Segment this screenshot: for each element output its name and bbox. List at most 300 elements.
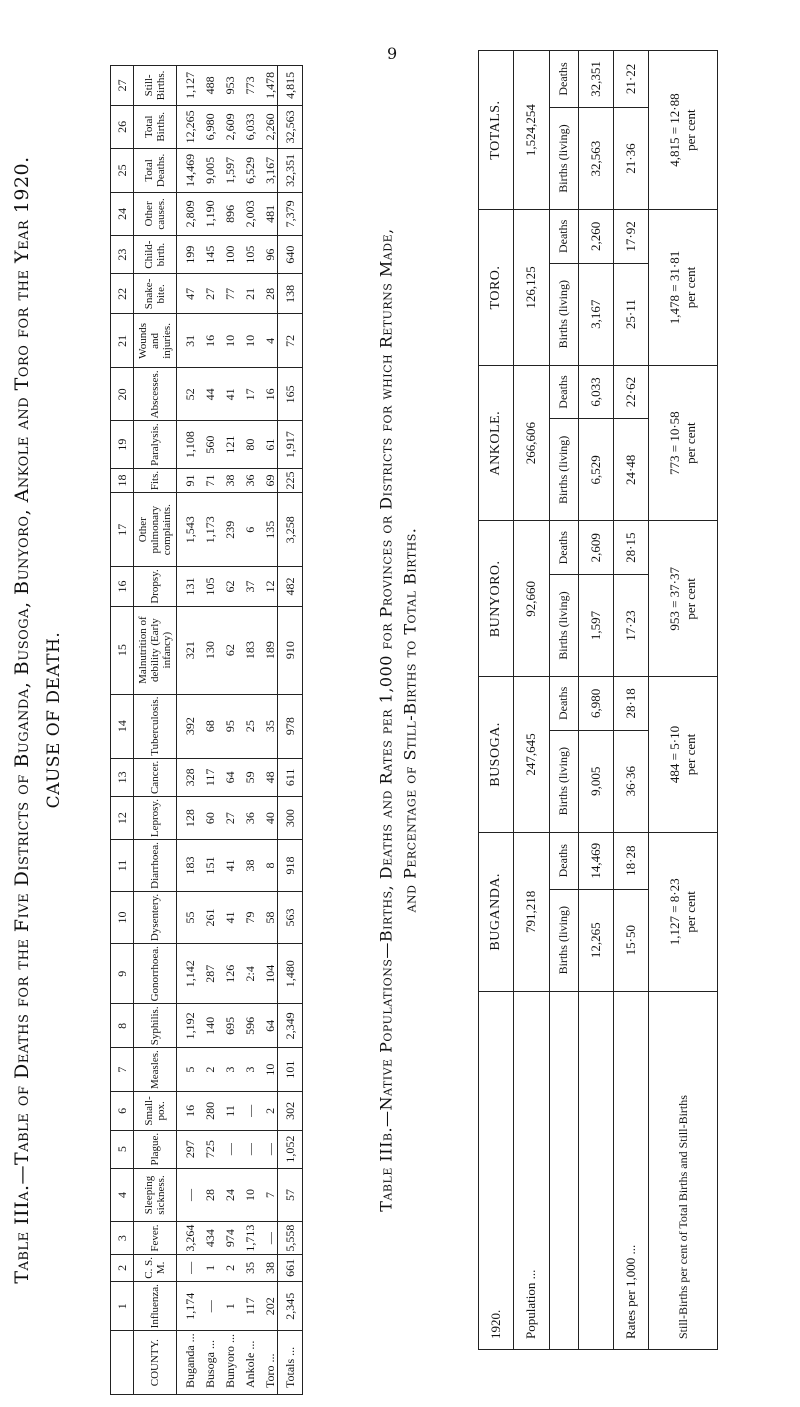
table-cell: 725 [197, 1130, 217, 1168]
total-cell: 3,258 [278, 493, 303, 567]
deaths-header: Deaths [549, 521, 578, 574]
deaths-value: 2,609 [578, 521, 613, 574]
total-cell: 918 [278, 840, 303, 892]
table-a-title: Table IIIa.—Table of Deaths for the Five Districts of Buganda, Busoga, Bunyoro, Ankole and Toro for the Year 1920. [11, 156, 33, 1284]
district-name: ANKOLE. [479, 365, 514, 521]
table-cell: 37 [237, 567, 257, 606]
table-cell: 24 [217, 1168, 237, 1222]
birth-rate-value: 36·36 [614, 730, 649, 832]
table-cell: — [217, 1130, 237, 1168]
column-header: Still-Births. [134, 66, 177, 106]
births-value: 9,005 [578, 730, 613, 832]
total-cell: 2,349 [278, 1004, 303, 1048]
totals-label: Totals ... [278, 1331, 303, 1395]
table-cell: 239 [217, 493, 237, 567]
table-cell: 199 [177, 235, 198, 274]
table-cell: 64 [257, 1004, 278, 1048]
table-cell: 2:4 [237, 944, 257, 1004]
table-cell: 974 [217, 1222, 237, 1254]
table-cell: 1,174 [177, 1282, 198, 1331]
column-number: 1 [111, 1282, 134, 1331]
subheader-row [549, 51, 578, 1350]
column-header: Total Births. [134, 105, 177, 148]
table-cell: 47 [177, 274, 198, 314]
blank-cell [111, 1331, 134, 1395]
population-value: 92,660 [514, 521, 549, 677]
stillbirths-cell [649, 832, 718, 991]
column-header: Gonorrhoea. [134, 944, 177, 1004]
total-cell: 101 [278, 1048, 303, 1092]
table-cell: 80 [237, 421, 257, 468]
death-rate-value: 18·28 [614, 832, 649, 889]
table-cell: 9,005 [197, 148, 217, 192]
births-header: Births (living) [549, 730, 578, 832]
table-b-title: Table IIIb.—Native Populations—Births, Deaths and Rates per 1,000 for Provinces or Districts for which Returns Made, [376, 228, 396, 1212]
table-cell: 130 [197, 606, 217, 694]
district-name: BUNYORO. [479, 521, 514, 677]
column-header: Fits. [134, 468, 177, 492]
total-cell: 165 [278, 368, 303, 421]
stillbirths-cell [649, 365, 718, 521]
table-cell: 328 [177, 758, 198, 796]
column-header: Diarrhoea. [134, 840, 177, 892]
table-cell: 183 [177, 840, 198, 892]
death-rate-value: 22·62 [614, 365, 649, 418]
column-header: Tuberculosis. [134, 694, 177, 758]
table-cell: 17 [237, 368, 257, 421]
birth-rate-value: 25·11 [614, 263, 649, 365]
table-cell: 773 [237, 66, 257, 106]
table-cell: 6,529 [237, 148, 257, 192]
table-row [197, 66, 217, 1395]
blank-cell [578, 991, 613, 1349]
table-cell: 183 [237, 606, 257, 694]
table-cell: 1,108 [177, 421, 198, 468]
stillbirths-cell [649, 210, 718, 366]
table-cell: 48 [257, 758, 278, 796]
table-cell: 96 [257, 235, 278, 274]
column-number: 6 [111, 1092, 134, 1131]
county-name: Ankole ... [237, 1331, 257, 1395]
table-cell: — [177, 1254, 198, 1281]
stillbirths-value: 953 = 37·37 [667, 566, 683, 631]
table-cell: 38 [257, 1254, 278, 1281]
total-cell: 611 [278, 758, 303, 796]
table-cell: 7 [257, 1168, 278, 1222]
table-cell: 28 [257, 274, 278, 314]
column-number: 21 [111, 314, 134, 368]
table-cell: 10 [237, 1168, 257, 1222]
population-value: 1,524,254 [514, 51, 549, 210]
table-cell: 135 [257, 493, 278, 567]
stillbirths-value: 1,478 = 31·81 [667, 250, 683, 325]
column-header: Malnutrition of debility (Early infancy) [134, 606, 177, 694]
per-cent-label: per cent [683, 422, 699, 464]
column-number: 9 [111, 944, 134, 1004]
county-name: Buganda ... [177, 1331, 198, 1395]
column-number: 10 [111, 891, 134, 943]
column-header: Syphilis. [134, 1004, 177, 1048]
table-cell: 14,469 [177, 148, 198, 192]
table-cell: 3 [237, 1048, 257, 1092]
total-cell: 482 [278, 567, 303, 606]
column-number: 17 [111, 493, 134, 567]
death-rate-value: 17·92 [614, 210, 649, 263]
table-row [257, 66, 278, 1395]
table-cell: 16 [257, 368, 278, 421]
table-row [237, 66, 257, 1395]
table-cell: 60 [197, 797, 217, 840]
stillbirths-value: 773 = 10·58 [667, 411, 683, 475]
births-header: Births (living) [549, 263, 578, 365]
deaths-value: 2,260 [578, 210, 613, 263]
deaths-value: 6,033 [578, 365, 613, 418]
table-cell: — [237, 1092, 257, 1131]
table-cell: 105 [237, 235, 257, 274]
blank-cell [549, 991, 578, 1349]
table-row [217, 66, 237, 1395]
table-cell: 1 [217, 1282, 237, 1331]
table-cell: 69 [257, 468, 278, 492]
table-cell: 2,003 [237, 192, 257, 235]
births-header: Births (living) [549, 574, 578, 676]
population-value: 266,606 [514, 365, 549, 521]
table-cell: 596 [237, 1004, 257, 1048]
deaths-table-container [110, 65, 297, 1395]
births-value: 6,529 [578, 419, 613, 521]
table-cell: 145 [197, 235, 217, 274]
table-cell: 35 [257, 694, 278, 758]
table-b-subtitle: and Percentage of Still-Births to Total Births. [400, 527, 420, 913]
rates-table-container [478, 50, 718, 1350]
table-row [177, 66, 198, 1395]
table-cell: 59 [237, 758, 257, 796]
table-cell: 261 [197, 891, 217, 943]
population-value: 126,125 [514, 210, 549, 366]
column-number: 15 [111, 606, 134, 694]
column-number: 25 [111, 148, 134, 192]
table-cell: 297 [177, 1130, 198, 1168]
column-header: Dysentery. [134, 891, 177, 943]
birth-rate-value: 24·48 [614, 419, 649, 521]
column-number: 26 [111, 105, 134, 148]
counts-row [578, 51, 613, 1350]
table-cell: 62 [217, 567, 237, 606]
per-cent-label: per cent [683, 109, 699, 151]
column-header: Leprosy. [134, 797, 177, 840]
table-cell: 1,142 [177, 944, 198, 1004]
table-cell: — [177, 1168, 198, 1222]
table-cell: 280 [197, 1092, 217, 1131]
column-number: 8 [111, 1004, 134, 1048]
birth-rate-value: 17·23 [614, 574, 649, 676]
column-number: 20 [111, 368, 134, 421]
column-header: Wounds and injuries. [134, 314, 177, 368]
table-cell: 151 [197, 840, 217, 892]
county-name: Toro ... [257, 1331, 278, 1395]
table-cell: 16 [177, 1092, 198, 1131]
deaths-header: Deaths [549, 365, 578, 418]
column-number: 5 [111, 1130, 134, 1168]
table-cell: 117 [237, 1282, 257, 1331]
total-cell: 1,480 [278, 944, 303, 1004]
table-cell: 21 [237, 274, 257, 314]
table-cell: 10 [237, 314, 257, 368]
year-label: 1920. [479, 991, 514, 1349]
table-cell: 202 [257, 1282, 278, 1331]
deaths-value: 6,980 [578, 677, 613, 730]
total-cell: 302 [278, 1092, 303, 1131]
table-cell: 71 [197, 468, 217, 492]
deaths-header: Deaths [549, 677, 578, 730]
death-rate-value: 28·18 [614, 677, 649, 730]
rates-label: Rates per 1,000 ... [614, 991, 649, 1349]
births-value: 1,597 [578, 574, 613, 676]
table-cell: 77 [217, 274, 237, 314]
per-cent-label: per cent [683, 891, 699, 933]
births-value: 12,265 [578, 889, 613, 991]
column-number: 4 [111, 1168, 134, 1222]
table-cell: 131 [177, 567, 198, 606]
total-cell: 57 [278, 1168, 303, 1222]
district-row [479, 51, 514, 1350]
table-cell: 3,264 [177, 1222, 198, 1254]
column-number: 11 [111, 840, 134, 892]
deaths-header: Deaths [549, 210, 578, 263]
column-header: C. S. M. [134, 1254, 177, 1281]
deaths-table [110, 65, 303, 1395]
column-header: Sleeping sickness. [134, 1168, 177, 1222]
table-cell: 11 [217, 1092, 237, 1131]
table-cell: 64 [217, 758, 237, 796]
table-cell: 12 [257, 567, 278, 606]
total-cell: 72 [278, 314, 303, 368]
table-cell: 1,127 [177, 66, 198, 106]
table-cell: — [197, 1282, 217, 1331]
table-cell: 41 [217, 840, 237, 892]
table-cell: 95 [217, 694, 237, 758]
table-cell: 3 [217, 1048, 237, 1092]
column-number: 2 [111, 1254, 134, 1281]
table-cell: 41 [217, 368, 237, 421]
table-cell: 481 [257, 192, 278, 235]
table-cell: — [237, 1130, 257, 1168]
column-number: 14 [111, 694, 134, 758]
table-cell: 896 [217, 192, 237, 235]
table-cell: 1,543 [177, 493, 198, 567]
table-cell: 28 [197, 1168, 217, 1222]
total-cell: 2,345 [278, 1282, 303, 1331]
per-cent-label: per cent [683, 266, 699, 309]
total-cell: 661 [278, 1254, 303, 1281]
table-cell: 117 [197, 758, 217, 796]
table-cell: 58 [257, 891, 278, 943]
birth-rate-value: 21·36 [614, 107, 649, 209]
table-cell: 100 [217, 235, 237, 274]
table-cell: 2,260 [257, 105, 278, 148]
table-cell: 105 [197, 567, 217, 606]
column-header: Fever. [134, 1222, 177, 1254]
table-cell: 434 [197, 1222, 217, 1254]
table-cell: 6 [237, 493, 257, 567]
column-header-row [134, 66, 177, 1395]
total-cell: 563 [278, 891, 303, 943]
stillbirths-cell [649, 51, 718, 210]
total-cell: 978 [278, 694, 303, 758]
table-cell: 62 [217, 606, 237, 694]
table-cell: 321 [177, 606, 198, 694]
table-cell: 392 [177, 694, 198, 758]
table-cell: 1,190 [197, 192, 217, 235]
table-cell: 287 [197, 944, 217, 1004]
births-value: 3,167 [578, 263, 613, 365]
table-a-subtitle: CAUSE OF DEATH. [44, 631, 64, 809]
table-cell: 36 [237, 797, 257, 840]
total-cell: 4,815 [278, 66, 303, 106]
table-cell: 1,597 [217, 148, 237, 192]
total-cell: 1,917 [278, 421, 303, 468]
table-cell: 121 [217, 421, 237, 468]
table-cell: 38 [217, 468, 237, 492]
table-cell: 695 [217, 1004, 237, 1048]
births-header: Births (living) [549, 419, 578, 521]
column-number: 13 [111, 758, 134, 796]
column-header: Plague. [134, 1130, 177, 1168]
table-cell: 6,980 [197, 105, 217, 148]
column-header: Abscesses. [134, 368, 177, 421]
total-cell: 300 [278, 797, 303, 840]
stillbirths-value: 1,127 = 8·23 [667, 878, 683, 946]
column-header: Small-pox. [134, 1092, 177, 1131]
district-name: TORO. [479, 210, 514, 366]
totals-row [278, 66, 303, 1395]
table-cell: 38 [237, 840, 257, 892]
table-cell: 1,478 [257, 66, 278, 106]
column-number: 18 [111, 468, 134, 492]
total-cell: 5,558 [278, 1222, 303, 1254]
stillbirths-cell [649, 521, 718, 677]
stillbirths-value: 4,815 = 12·88 [667, 93, 683, 167]
death-rate-value: 21·22 [614, 51, 649, 108]
table-cell: 953 [217, 66, 237, 106]
table-cell: — [257, 1130, 278, 1168]
table-cell: 2 [257, 1092, 278, 1131]
district-name: BUGANDA. [479, 832, 514, 991]
table-cell: 91 [177, 468, 198, 492]
column-header: Other causes. [134, 192, 177, 235]
table-cell: 10 [257, 1048, 278, 1092]
column-number: 27 [111, 66, 134, 106]
column-header: Snake-bite. [134, 274, 177, 314]
table-cell: 3,167 [257, 148, 278, 192]
table-cell: 2 [197, 1048, 217, 1092]
table-cell: 44 [197, 368, 217, 421]
table-cell: 2 [217, 1254, 237, 1281]
table-cell: 36 [237, 468, 257, 492]
stillbirths-value: 484 = 5·10 [667, 725, 683, 784]
table-cell: 41 [217, 891, 237, 943]
table-cell: 189 [257, 606, 278, 694]
deaths-value: 14,469 [578, 832, 613, 889]
deaths-value: 32,351 [578, 51, 613, 108]
table-cell: 560 [197, 421, 217, 468]
births-header: Births (living) [549, 889, 578, 991]
per-cent-label: per cent [683, 733, 699, 776]
table-cell: 1,713 [237, 1222, 257, 1254]
births-value: 32,563 [578, 107, 613, 209]
table-cell: 5 [177, 1048, 198, 1092]
column-header: Paralysis. [134, 421, 177, 468]
deaths-header: Deaths [549, 832, 578, 889]
table-cell: 35 [237, 1254, 257, 1281]
column-header: Child-birth. [134, 235, 177, 274]
table-cell: 12,265 [177, 105, 198, 148]
county-header: COUNTY. [134, 1331, 177, 1395]
table-cell: 126 [217, 944, 237, 1004]
table-cell: 104 [257, 944, 278, 1004]
stillbirths-row [649, 51, 718, 1350]
table-cell: 10 [217, 314, 237, 368]
table-cell: 16 [197, 314, 217, 368]
death-rate-value: 28·15 [614, 521, 649, 574]
column-number: 3 [111, 1222, 134, 1254]
district-name: BUSOGA. [479, 677, 514, 833]
table-cell: 128 [177, 797, 198, 840]
table-cell: 25 [237, 694, 257, 758]
stillbirths-cell [649, 677, 718, 833]
column-number: 12 [111, 797, 134, 840]
column-number: 16 [111, 567, 134, 606]
birth-rate-value: 15·50 [614, 889, 649, 991]
total-cell: 32,351 [278, 148, 303, 192]
rates-table [478, 50, 718, 1350]
total-cell: 7,379 [278, 192, 303, 235]
page-number: 9 [387, 44, 398, 63]
deaths-header: Deaths [549, 51, 578, 108]
county-name: Busoga ... [197, 1331, 217, 1395]
table-cell: 79 [237, 891, 257, 943]
table-cell: 488 [197, 66, 217, 106]
column-number: 24 [111, 192, 134, 235]
column-header: Measles. [134, 1048, 177, 1092]
births-header: Births (living) [549, 107, 578, 209]
table-cell: 1 [197, 1254, 217, 1281]
total-cell: 225 [278, 468, 303, 492]
column-number: 22 [111, 274, 134, 314]
column-header: Influenza. [134, 1282, 177, 1331]
total-cell: 910 [278, 606, 303, 694]
total-cell: 640 [278, 235, 303, 274]
table-cell: 1,173 [197, 493, 217, 567]
population-value: 791,218 [514, 832, 549, 991]
per-cent-label: per cent [683, 578, 699, 620]
table-cell: 4 [257, 314, 278, 368]
total-cell: 1,052 [278, 1130, 303, 1168]
district-name: TOTALS. [479, 51, 514, 210]
population-value: 247,645 [514, 677, 549, 833]
table-cell: 52 [177, 368, 198, 421]
population-row [514, 51, 549, 1350]
rates-row [614, 51, 649, 1350]
table-cell: 2,609 [217, 105, 237, 148]
population-label: Population ... [514, 991, 549, 1349]
total-cell: 138 [278, 274, 303, 314]
column-number: 7 [111, 1048, 134, 1092]
table-cell: 61 [257, 421, 278, 468]
column-header: Other pulmonary complaints. [134, 493, 177, 567]
column-number: 23 [111, 235, 134, 274]
table-cell: 68 [197, 694, 217, 758]
